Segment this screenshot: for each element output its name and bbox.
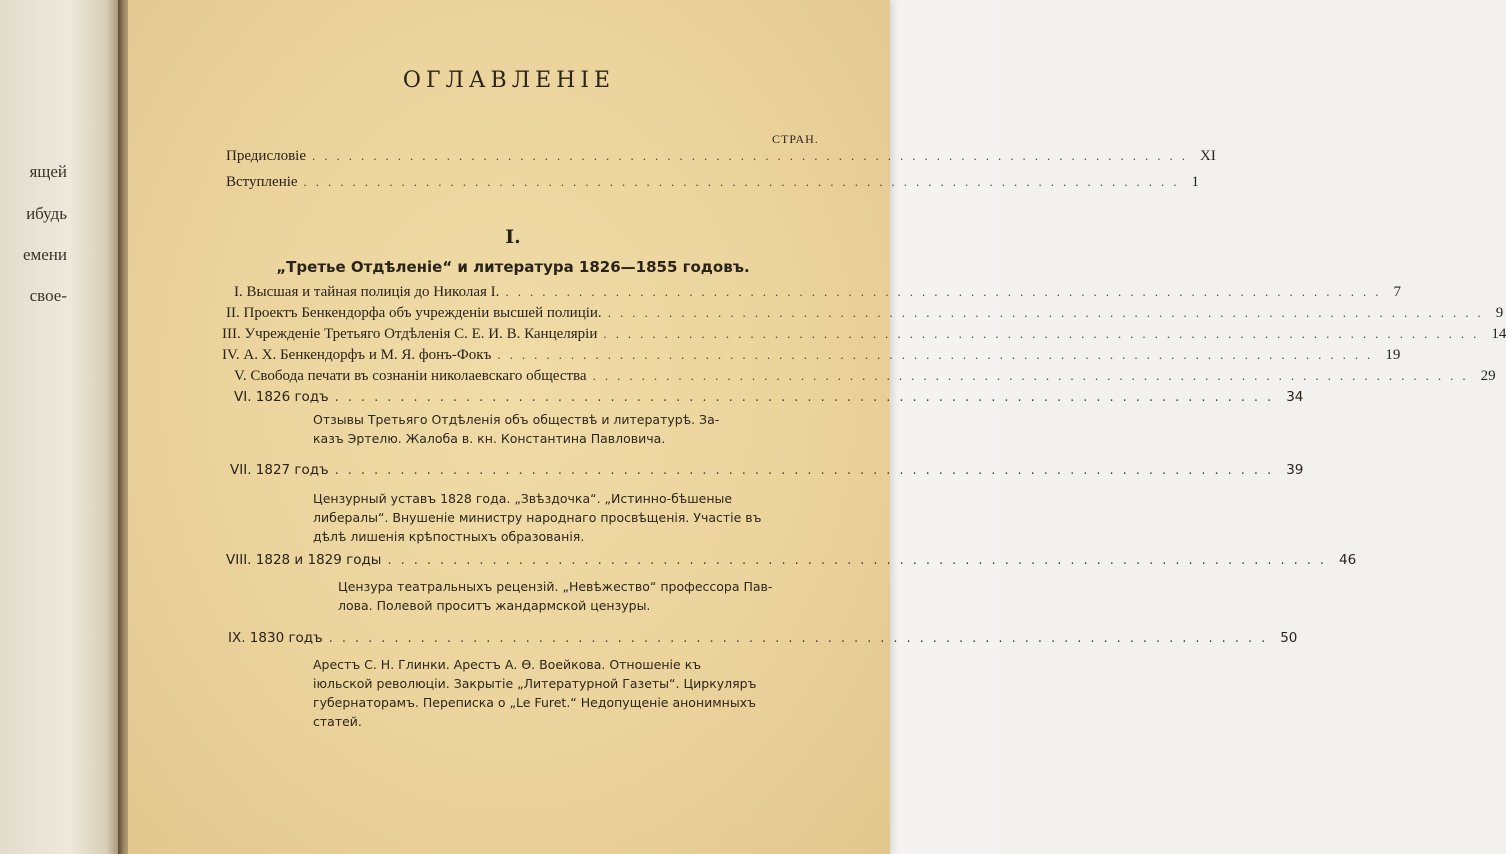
toc-chapter-page: 19 xyxy=(1385,347,1401,363)
toc-entry xyxy=(226,174,1200,191)
leader-dots: ........................................................................ xyxy=(328,631,1275,646)
chapter-summary xyxy=(313,655,756,731)
leader-dots: ........................................................................ xyxy=(303,174,1186,189)
toc-chapter-page: 46 xyxy=(1339,552,1357,568)
leader-dots: ........................................................................ xyxy=(312,148,1195,163)
leader-dots: ........................................................................ xyxy=(387,553,1333,568)
summary-line: статей. xyxy=(313,714,362,729)
toc-chapter xyxy=(234,284,1401,301)
toc-chapter-label: VI. 1826 годъ xyxy=(234,389,329,405)
toc-chapter-page: 14 xyxy=(1491,326,1506,342)
background xyxy=(890,0,1000,854)
left-page-fragment: ящей xyxy=(29,162,67,181)
leader-dots: ........................................................................ xyxy=(505,284,1388,299)
leader-dots: ........................................................................ xyxy=(334,463,1281,478)
summary-line: Отзывы Третьяго Отдѣленія объ обществѣ и литературѣ. За- xyxy=(313,412,720,427)
chapter-summary xyxy=(338,577,772,615)
leader-dots: ........................................................................ xyxy=(497,347,1380,362)
contents-page xyxy=(128,0,1506,854)
summary-line: дѣлѣ лишенія крѣпостныхъ образованія. xyxy=(313,529,585,544)
left-page xyxy=(0,0,125,854)
leader-dots: ........................................................................ xyxy=(603,326,1486,341)
toc-entry-label: Вступленіе xyxy=(226,174,298,190)
toc-chapter xyxy=(226,305,1504,322)
toc-chapter-page: 39 xyxy=(1286,462,1304,478)
leader-dots: ........................................................................ xyxy=(334,390,1281,405)
summary-line: казъ Эртелю. Жалоба в. кн. Константина Павловича. xyxy=(313,431,666,446)
toc-chapter-label: II. Проектъ Бенкендорфа объ учрежденіи высшей полиціи. xyxy=(226,305,602,321)
left-page-fragment: емени xyxy=(22,245,67,264)
toc-chapter xyxy=(222,347,1401,364)
summary-line: либералы“. Внушеніе министру народнаго просвѣщенія. Участіе въ xyxy=(313,510,762,525)
summary-line: Цензурный уставъ 1828 года. „Звѣздочка“. „Истинно-бѣшеные xyxy=(313,491,733,506)
toc-chapter-label: V. Свобода печати въ сознаніи николаевскаго общества xyxy=(234,368,587,384)
toc-chapter-label: IX. 1830 годъ xyxy=(228,630,323,646)
toc-chapter-page: 29 xyxy=(1480,368,1496,384)
toc-chapter-page: 34 xyxy=(1286,389,1304,405)
toc-chapter-label: VIII. 1828 и 1829 годы xyxy=(226,552,382,568)
toc-entry-label: Предисловіе xyxy=(226,148,307,164)
summary-line: іюльской революціи. Закрытіе „Литературной Газеты“. Циркуляръ xyxy=(313,676,757,691)
left-page-fragment: свое- xyxy=(29,286,67,305)
toc-chapter xyxy=(228,630,1298,646)
leader-dots: ........................................................................ xyxy=(592,368,1475,383)
part-number: I. xyxy=(505,226,521,248)
summary-line: губернаторамъ. Переписка о „Le Furet.“ Недопущеніе анонимныхъ xyxy=(313,695,756,710)
toc-chapter-page: 50 xyxy=(1280,630,1298,646)
left-page-fragment: ибудь xyxy=(26,204,67,223)
toc-chapter xyxy=(222,326,1506,343)
toc-chapter-page: 9 xyxy=(1495,305,1504,321)
toc-chapter-label: IV. А. Х. Бенкендорфъ и М. Я. фонъ-Фокъ xyxy=(222,347,492,363)
toc-chapter xyxy=(226,552,1357,568)
leader-dots: ........................................................................ xyxy=(607,305,1490,320)
toc-chapter xyxy=(234,389,1304,405)
part-title: „Третье Отдѣленіе“ и литература 1826—1855 годовъ. xyxy=(276,258,750,276)
page-title: ОГЛАВЛЕНІЕ xyxy=(402,68,616,93)
summary-line: Цензура театральныхъ рецензій. „Невѣжество“ профессора Пав- xyxy=(338,579,773,594)
toc-chapter xyxy=(230,462,1304,478)
page-column-header: СТРАН. xyxy=(772,132,819,146)
toc-chapter-page: 7 xyxy=(1393,284,1401,300)
toc-chapter-label: VII. 1827 годъ xyxy=(230,462,329,478)
toc-chapter-label: III. Учрежденіе Третьяго Отдѣленія С. Е. И. В. Канцеляріи xyxy=(222,326,598,342)
chapter-summary xyxy=(313,489,761,546)
summary-line: лова. Полевой проситъ жандармской цензуры. xyxy=(338,598,651,613)
summary-line: Арестъ С. Н. Глинки. Арестъ А. Ѳ. Воейкова. Отношеніе къ xyxy=(313,657,702,672)
toc-entry xyxy=(226,148,1216,165)
toc-chapter xyxy=(234,368,1496,385)
chapter-summary xyxy=(313,410,719,448)
toc-entry-page: 1 xyxy=(1191,174,1200,190)
toc-chapter-label: I. Высшая и тайная полиція до Николая I. xyxy=(234,284,500,300)
toc-entry-page: XI xyxy=(1200,148,1216,164)
